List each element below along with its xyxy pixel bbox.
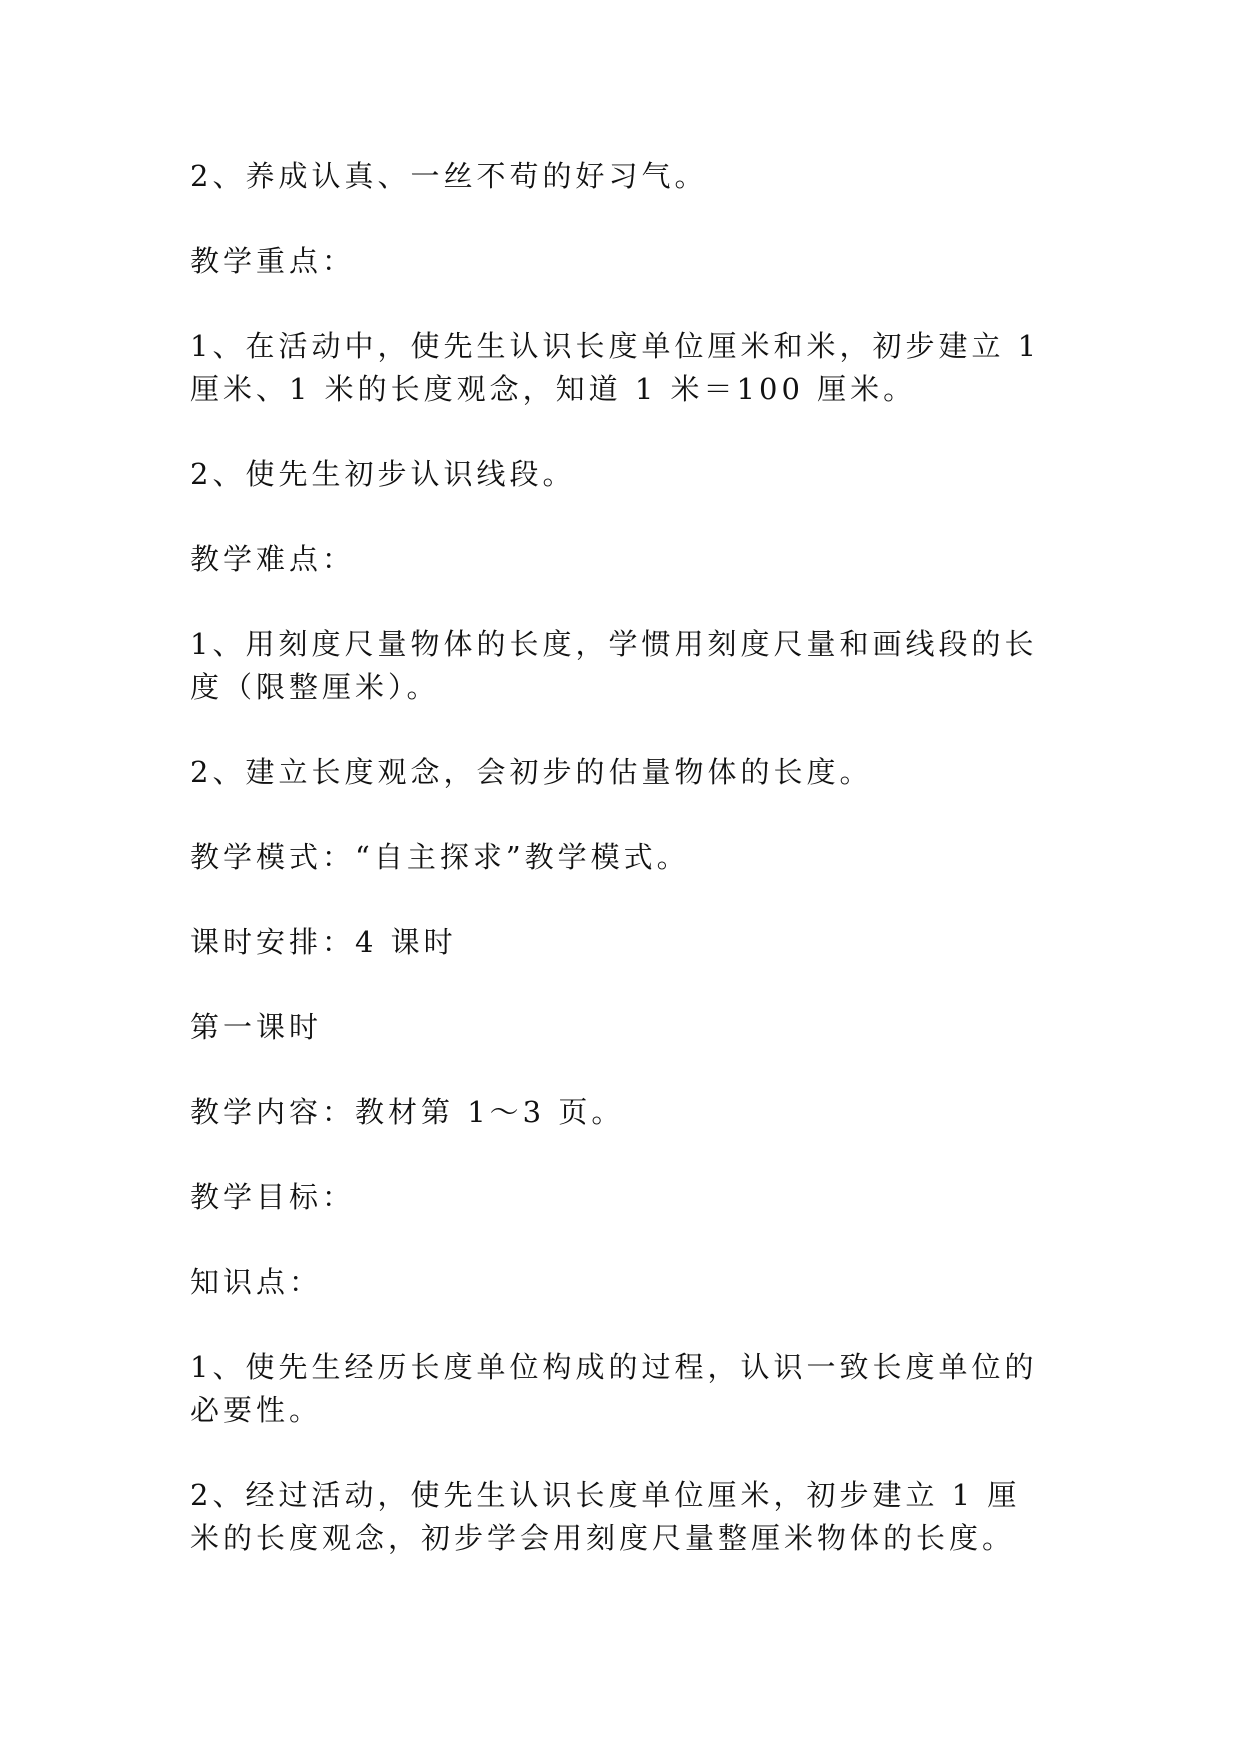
- paragraph-key-point-1: 1、在活动中，使先生认识长度单位厘米和米，初步建立 1 厘米、1 米的长度观念，知道 1 米＝100 厘米。: [190, 329, 1054, 406]
- paragraph-difficulty-1: 1、用刻度尺量物体的长度，学惯用刻度尺量和画线段的长度（限整厘米）。: [190, 627, 1038, 704]
- paragraph-teaching-objectives: 教学目标：: [190, 1180, 356, 1214]
- document-body: [190, 155, 1054, 1560]
- paragraph-knowledge-points: 知识点：: [190, 1265, 323, 1299]
- paragraph-difficulties-heading: 教学难点：: [190, 542, 356, 576]
- paragraph-teaching-mode: 教学模式：“自主探求”教学模式。: [190, 840, 690, 874]
- paragraph-difficulty-2: 2、建立长度观念，会初步的估量物体的长度。: [190, 755, 873, 789]
- paragraph-teaching-content: 教学内容：教材第 1～3 页。: [190, 1095, 625, 1129]
- paragraph-class-schedule: 课时安排：4 课时: [190, 925, 457, 959]
- paragraph-key-point-2: 2、使先生初步认识线段。: [190, 457, 576, 491]
- paragraph-first-lesson: 第一课时: [190, 1010, 323, 1044]
- paragraph-knowledge-point-2: 2、经过活动，使先生认识长度单位厘米，初步建立 1 厘米的长度观念，初步学会用刻度尺量整厘米物体的长度。: [190, 1478, 1021, 1555]
- paragraph-knowledge-point-1: 1、使先生经历长度单位构成的过程，认识一致长度单位的必要性。: [190, 1350, 1038, 1427]
- paragraph-habit: 2、养成认真、一丝不苟的好习气。: [190, 159, 708, 193]
- paragraph-key-points-heading: 教学重点：: [190, 244, 356, 278]
